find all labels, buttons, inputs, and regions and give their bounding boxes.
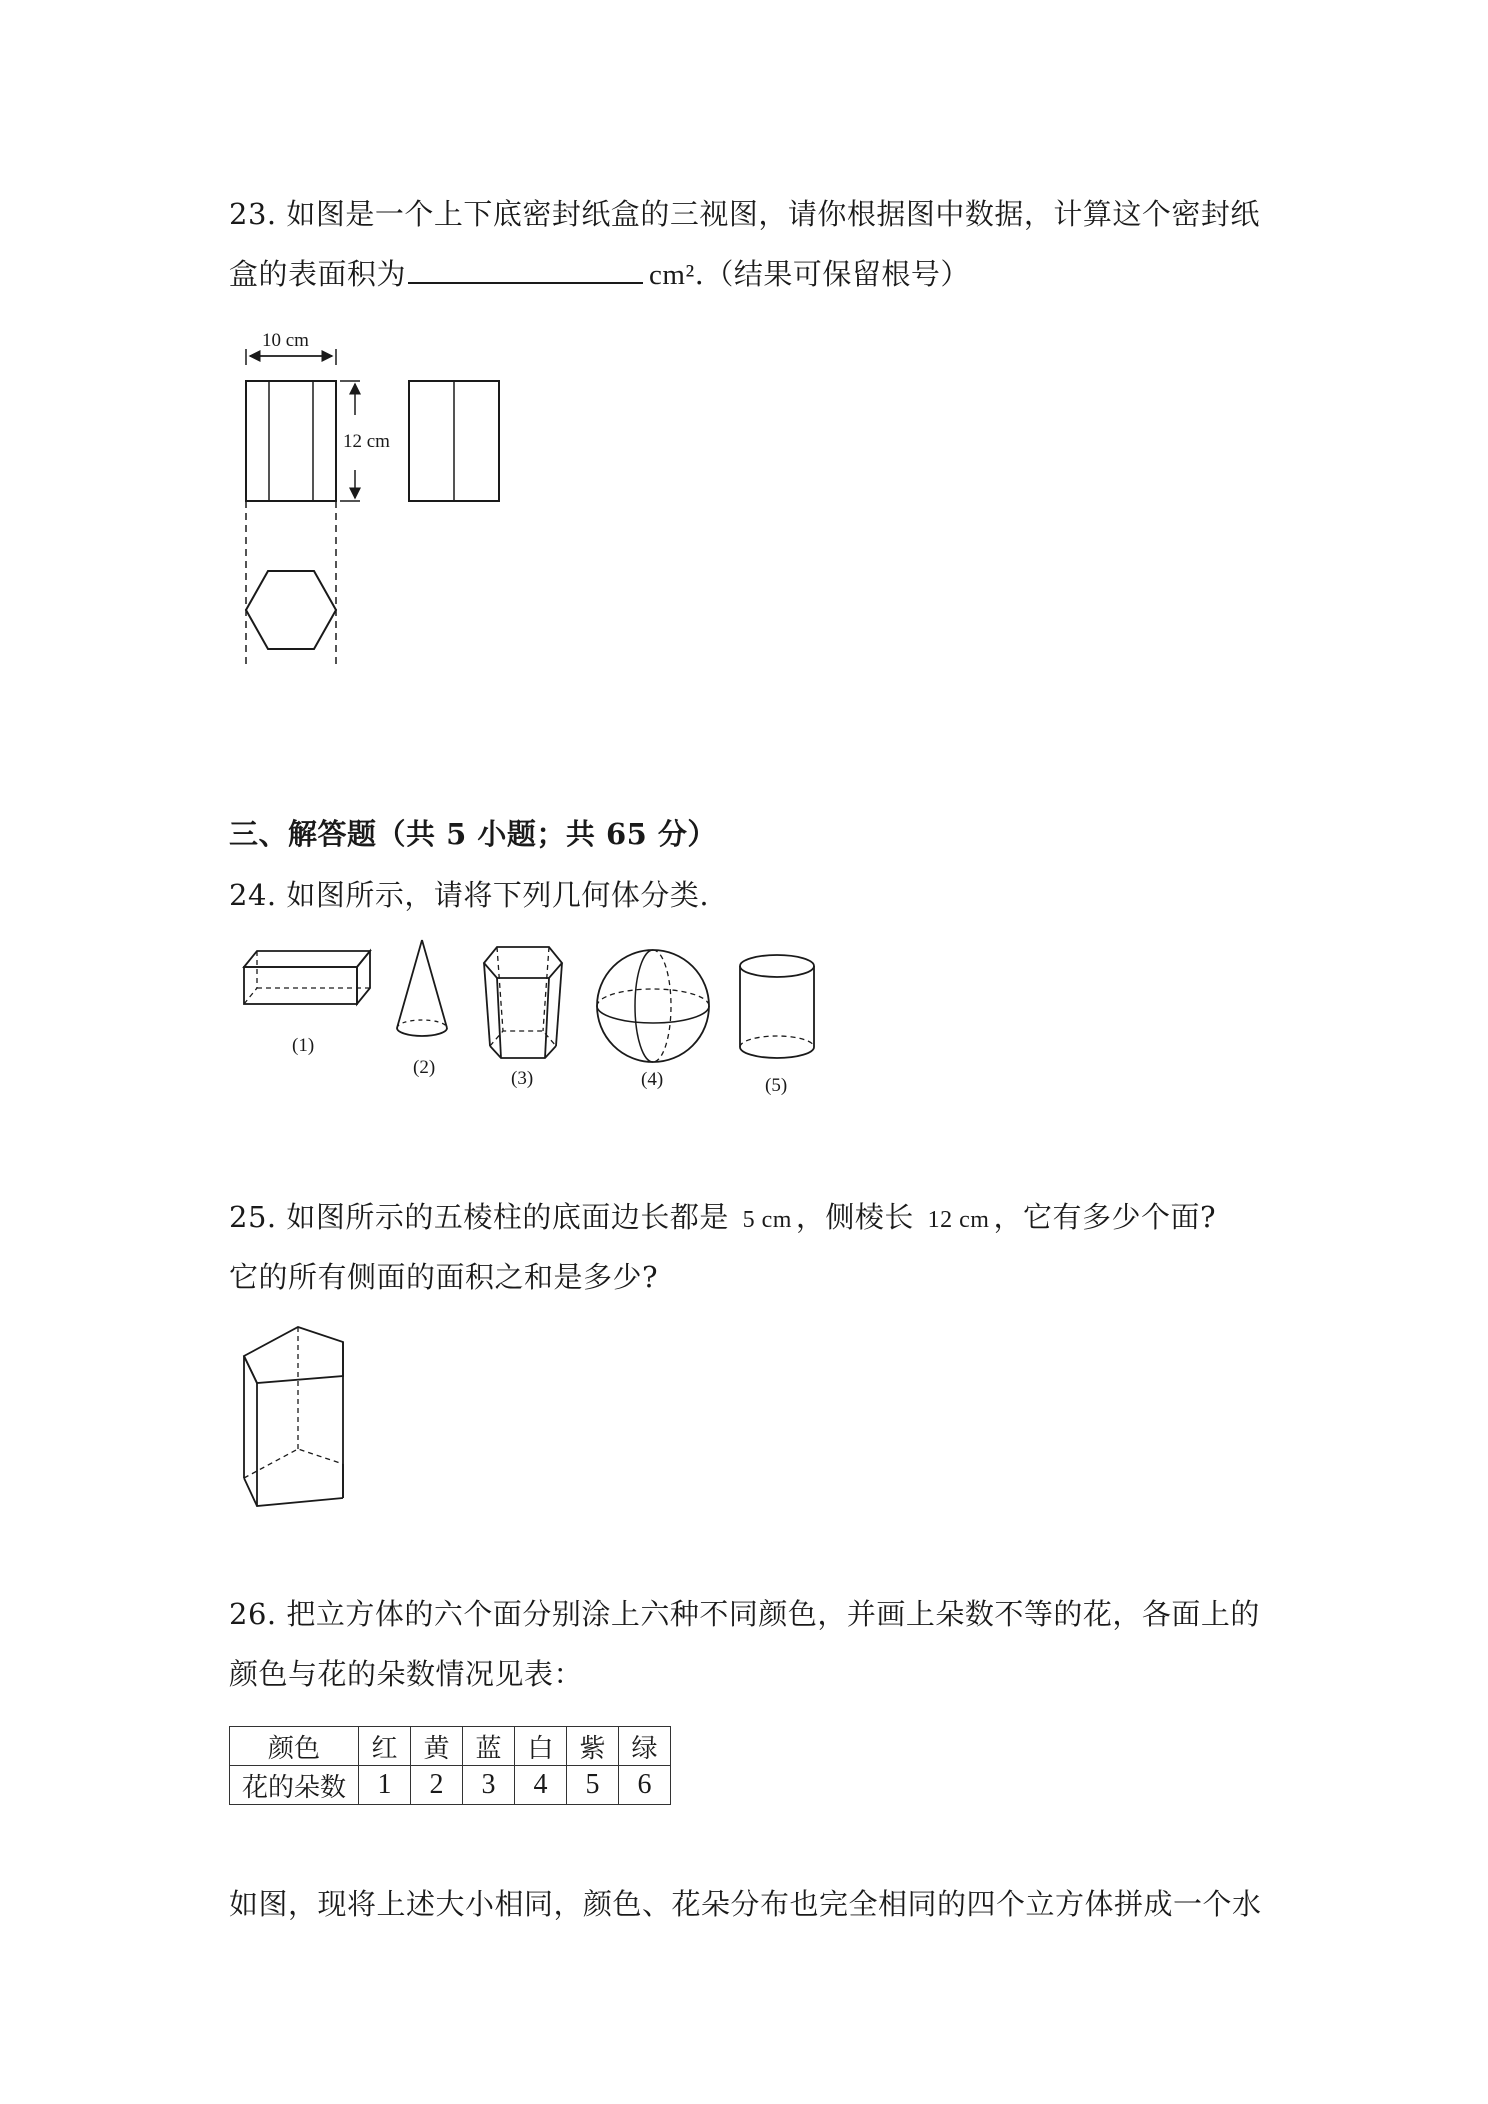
table-header-count: 花的朵数: [230, 1766, 359, 1805]
q25-line1: [229, 1195, 1216, 1236]
table-row: [230, 1766, 671, 1805]
table-cell: 紫: [567, 1727, 619, 1766]
table-cell: 蓝: [463, 1727, 515, 1766]
label-3: (3): [511, 1068, 534, 1089]
q23-line2: [229, 252, 970, 293]
q23-unit: cm²: [649, 259, 695, 291]
q25-line1-b: ，侧棱长: [795, 1200, 914, 1234]
label-4: (4): [641, 1069, 664, 1090]
table-cell: 红: [359, 1727, 411, 1766]
table-header-color: 颜色: [230, 1727, 359, 1766]
sphere-shape: [597, 950, 709, 1062]
hexagonal-prism-shape: [484, 947, 562, 1058]
pentagonal-prism-figure: [235, 1318, 365, 1522]
q25-line2: 它的所有侧面的面积之和是多少?: [229, 1260, 659, 1294]
table-cell: 3: [463, 1766, 515, 1805]
label-5: (5): [765, 1075, 788, 1096]
q25-line1-c: ，它有多少个面?: [993, 1200, 1217, 1234]
label-2: (2): [413, 1057, 436, 1078]
cylinder-shape: [740, 955, 814, 1058]
width-label: 10 cm: [262, 330, 309, 351]
solids-figure: [220, 935, 860, 1099]
lateral-edge-value: 12 cm: [927, 1207, 990, 1233]
height-label: 12 cm: [343, 431, 390, 452]
q26-line2: 颜色与花的朵数情况见表：: [229, 1657, 584, 1691]
base-edge-value: 5 cm: [742, 1207, 792, 1233]
q25-line1-a: 25. 如图所示的五棱柱的底面边长都是: [229, 1200, 729, 1234]
three-view-figure: [220, 320, 420, 684]
q23-line2-suffix: .（结果可保留根号）: [694, 257, 970, 291]
label-1: (1): [292, 1035, 315, 1056]
cuboid-shape: [244, 951, 370, 1004]
table-cell: 绿: [619, 1727, 671, 1766]
section-heading: 三、解答题（共 5 小题；共 65 分）: [229, 817, 717, 851]
table-cell: 1: [359, 1766, 411, 1805]
q26-line3: 如图，现将上述大小相同，颜色、花朵分布也完全相同的四个立方体拼成一个水: [229, 1887, 1262, 1921]
table-cell: 2: [411, 1766, 463, 1805]
color-flower-table: [229, 1726, 671, 1805]
q23-line2-prefix: 盒的表面积为: [229, 257, 407, 291]
q24-text: 24. 如图所示，请将下列几何体分类.: [229, 878, 710, 912]
table-cell: 5: [567, 1766, 619, 1805]
table-row: [230, 1727, 671, 1766]
table-cell: 4: [515, 1766, 567, 1805]
cone-shape: [397, 940, 447, 1036]
table-cell: 白: [515, 1727, 567, 1766]
answer-blank: [408, 258, 643, 284]
q26-line1: 26. 把立方体的六个面分别涂上六种不同颜色，并画上朵数不等的花，各面上的: [229, 1597, 1260, 1631]
table-cell: 黄: [411, 1727, 463, 1766]
table-cell: 6: [619, 1766, 671, 1805]
q23-line1: 23. 如图是一个上下底密封纸盒的三视图，请你根据图中数据，计算这个密封纸: [229, 197, 1260, 231]
